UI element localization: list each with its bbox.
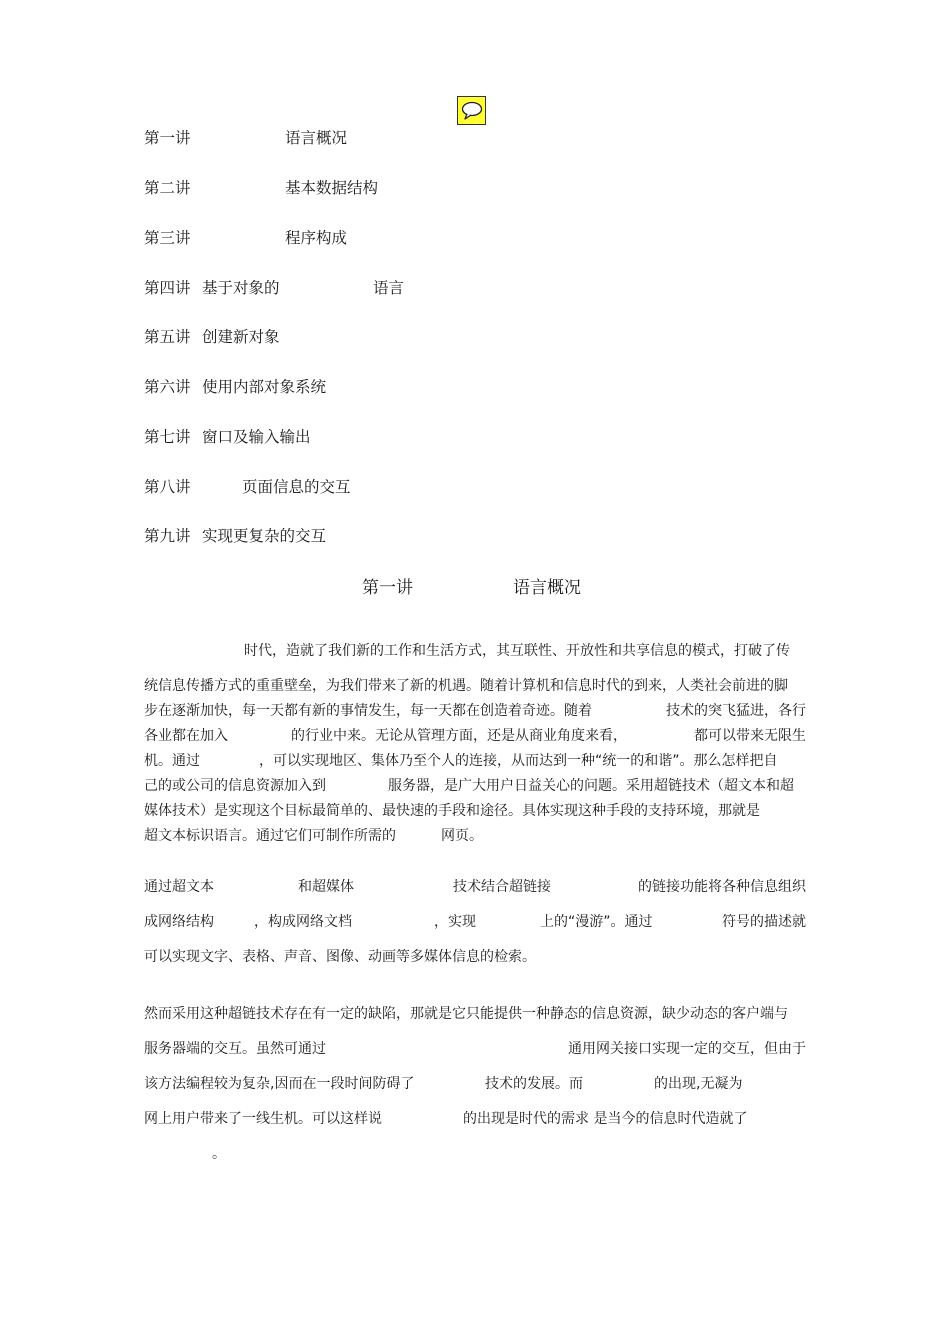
toc-title: 创建新对象 — [202, 328, 280, 346]
section-heading-title: 语言概况 — [513, 578, 581, 598]
toc-num: 第七讲 — [144, 428, 191, 446]
text-line: 网上用户带来了一线生机。可以这样说 的出现是时代的需求 是当今的信息时代造就了 — [144, 1111, 748, 1127]
toc-num: 第三讲 — [144, 229, 191, 247]
toc-num: 第六讲 — [144, 378, 191, 396]
text-line: 各业都在加入 的行业中来。无论从管理方面，还是从商业角度来看， 都可以带来无限生 — [144, 728, 806, 744]
text-line: 统信息传播方式的重重壁垒，为我们带来了新的机遇。随着计算机和信息时代的到来，人类社会前进的脚 — [144, 678, 788, 694]
toc-num: 第五讲 — [144, 328, 191, 346]
comment-icon[interactable] — [457, 96, 486, 125]
text-line: 该方法编程较为复杂,因而在一段时间防碍了 技术的发展。而 的出现,无凝为 — [144, 1076, 743, 1092]
text-line: 媒体技术）是实现这个目标最简单的、最快速的手段和途径。具体实现这种手段的支持环境，那就是 — [144, 803, 760, 819]
text-line: 可以实现文字、表格、声音、图像、动画等多媒体信息的检索。 — [144, 949, 536, 965]
text-line: 然而采用这种超链技术存在有一定的缺陷，那就是它只能提供一种静态的信息资源，缺少动态的客户端与 — [144, 1006, 788, 1022]
text-line: 成网络结构 ，构成网络文档 ，实现 上的“漫游”。通过 符号的描述就 — [144, 914, 806, 930]
text-line: 时代，造就了我们新的工作和生活方式，其互联性、开放性和共享信息的模式，打破了传 — [244, 643, 790, 659]
text-line: 。 — [212, 1146, 226, 1162]
toc-title: 语言概况 — [285, 129, 348, 147]
section-heading-number: 第一讲 — [362, 578, 413, 598]
toc-num: 第八讲 — [144, 478, 191, 496]
toc-title: 页面信息的交互 — [242, 478, 351, 496]
toc-num: 第二讲 — [144, 179, 191, 197]
toc-title: 基本数据结构 — [285, 179, 379, 197]
toc-title: 程序构成 — [285, 229, 348, 247]
text-line: 步在逐渐加快，每一天都有新的事情发生，每一天都在创造着奇迹。随着 技术的突飞猛进，各行 — [144, 703, 806, 719]
text-line: 通过超文本 和超媒体 技术结合超链接 的链接功能将各种信息组织 — [144, 879, 806, 895]
text-line: 己的或公司的信息资源加入到 服务器，是广大用户日益关心的问题。采用超链技术（超文本和超 — [144, 778, 794, 794]
text-line: 超文本标识语言。通过它们可制作所需的 网页。 — [144, 828, 483, 844]
toc-title: 窗口及输入输出 — [202, 428, 311, 446]
toc-num: 第四讲 — [144, 279, 191, 297]
toc-num: 第九讲 — [144, 527, 191, 545]
text-line: 服务器端的交互。虽然可通过 通用网关接口实现一定的交互，但由于 — [144, 1041, 806, 1057]
toc-title: 实现更复杂的交互 — [202, 527, 327, 545]
toc-num: 第一讲 — [144, 129, 191, 147]
text-line: 机。通过 ，可以实现地区、集体乃至个人的连接，从而达到一种“统一的和谐”。那么怎样把自 — [144, 753, 778, 769]
toc-title: 基于对象的 — [202, 279, 280, 297]
toc-title-suffix: 语言 — [373, 279, 405, 297]
toc-title: 使用内部对象系统 — [202, 378, 327, 396]
